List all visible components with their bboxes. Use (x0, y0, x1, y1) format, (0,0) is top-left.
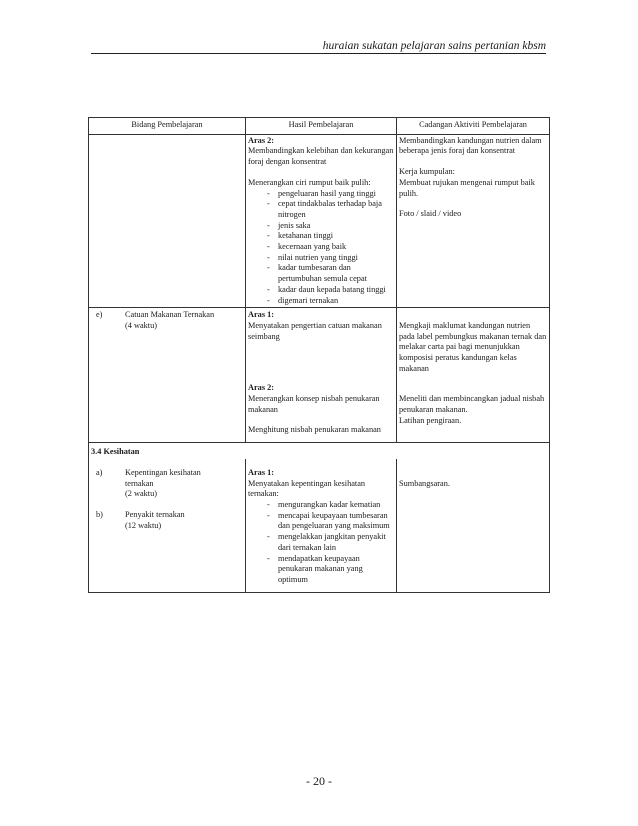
cadangan-text: Membandingkan kandungan nutrien dalam beberapa jenis foraj dan konsentrat (399, 135, 542, 156)
section-title: 3.4 Kesihatan (91, 447, 140, 457)
cadangan-cell (397, 134, 550, 308)
aras-label: Aras 2: (248, 383, 275, 393)
list-item: - mendapatkan keupayaan penukaran makanan yang optimum (248, 554, 394, 586)
hasil-text: Membandingkan kelebihan dan kekurangan foraj dengan konsentrat (248, 146, 394, 167)
area-name: Penyakit ternakan (125, 509, 185, 519)
bidang-cell (89, 459, 246, 592)
list-item: - mengurangkan kadar kematian (248, 500, 394, 511)
aras-label: Aras 1: (248, 310, 275, 320)
table-section-row (89, 443, 550, 459)
cadangan-text: Membuat rujukan mengenai rumput baik pulih. (399, 177, 535, 198)
hasil-cell (246, 134, 397, 308)
area-name: Kepentingan kesihatan (125, 467, 201, 477)
aras-label: Aras 1: (248, 467, 275, 477)
bidang-cell-empty (89, 134, 246, 308)
cadangan-text: Latihan pengiraan. (399, 415, 462, 425)
area-time: (12 waktu) (125, 520, 162, 530)
hasil-cell (246, 459, 397, 592)
hasil-text: Menghitung nisbah penukaran makanan (248, 425, 381, 435)
table-header-row (89, 118, 550, 135)
area-time: (2 waktu) (125, 489, 158, 499)
cadangan-text: Mengkaji maklumat kandungan nutrien pada label pembungkus makanan ternak dan melakar carta pai bagi menunjukkan komposisi peratus kandungan kelas makanan (399, 320, 547, 373)
table-row (89, 459, 550, 592)
document-header-title: huraian sukatan pelajaran sains pertanian kbsm (322, 40, 546, 52)
hasil-text: Menyatakan pengertian catuan makanan seimbang (248, 320, 382, 341)
cadangan-text: Foto / slaid / video (399, 209, 462, 219)
list-item: - digemari ternakan (248, 296, 394, 307)
list-item: - kadar tumbesaran dan pertumbuhan semula cepat (248, 263, 394, 284)
table-row (89, 308, 550, 443)
area-item (91, 510, 243, 531)
hasil-cell (246, 308, 397, 443)
list-item: - nilai nutrien yang tinggi (248, 253, 394, 264)
header-cadangan: Cadangan Aktiviti Pembelajaran (397, 118, 550, 135)
item-marker: a) (96, 467, 103, 477)
hasil-text: Menerangkan konsep nisbah penukaran makanan (248, 394, 380, 414)
table-row (89, 134, 550, 308)
section-cell (89, 443, 550, 459)
list-item: - cepat tindakbalas terhadap baja nitrogen (248, 199, 394, 220)
syllabus-table (88, 117, 550, 593)
header-hasil: Hasil Pembelajaran (246, 118, 397, 135)
list-item: - pengeluaran hasil yang tinggi (248, 189, 394, 200)
item-marker: b) (96, 509, 103, 519)
cadangan-cell (397, 459, 550, 592)
header-rule (91, 53, 546, 54)
area-item (91, 310, 243, 331)
list-item: - mengelakkan jangkitan penyakit dari ternakan lain (248, 532, 394, 553)
area-name: Catuan Makanan Ternakan (125, 310, 215, 320)
aras-label: Aras 2: (248, 135, 275, 145)
page-number: - 20 - (306, 774, 332, 788)
kepentingan-list (248, 500, 394, 586)
list-item: - kadar daun kepada batang tinggi (248, 285, 394, 296)
list-item: - jenis saka (248, 221, 394, 232)
bidang-cell (89, 308, 246, 443)
cadangan-cell (397, 308, 550, 443)
hasil-text: Menyatakan kepentingan kesihatan ternakan: (248, 478, 366, 499)
list-item: - kecernaan yang baik (248, 242, 394, 253)
header-bidang: Bidang Pembelajaran (89, 118, 246, 135)
list-item: - ketahanan tinggi (248, 231, 394, 242)
ciri-list (248, 189, 394, 307)
list-item: - mencapai keupayaan tumbesaran dan pengeluaran yang maksimum (248, 511, 394, 532)
area-time: (4 waktu) (125, 320, 158, 330)
area-item (91, 468, 243, 500)
cadangan-text: Sumbangsaran. (399, 478, 450, 488)
cadangan-text: Meneliti dan membincangkan jadual nisbah penukaran makanan. (399, 394, 545, 415)
hasil-text: Menerangkan ciri rumput baik pulih: (248, 177, 371, 187)
area-name: ternakan (125, 478, 154, 488)
item-marker: e) (96, 310, 103, 320)
cadangan-text: Kerja kumpulan: (399, 167, 455, 177)
